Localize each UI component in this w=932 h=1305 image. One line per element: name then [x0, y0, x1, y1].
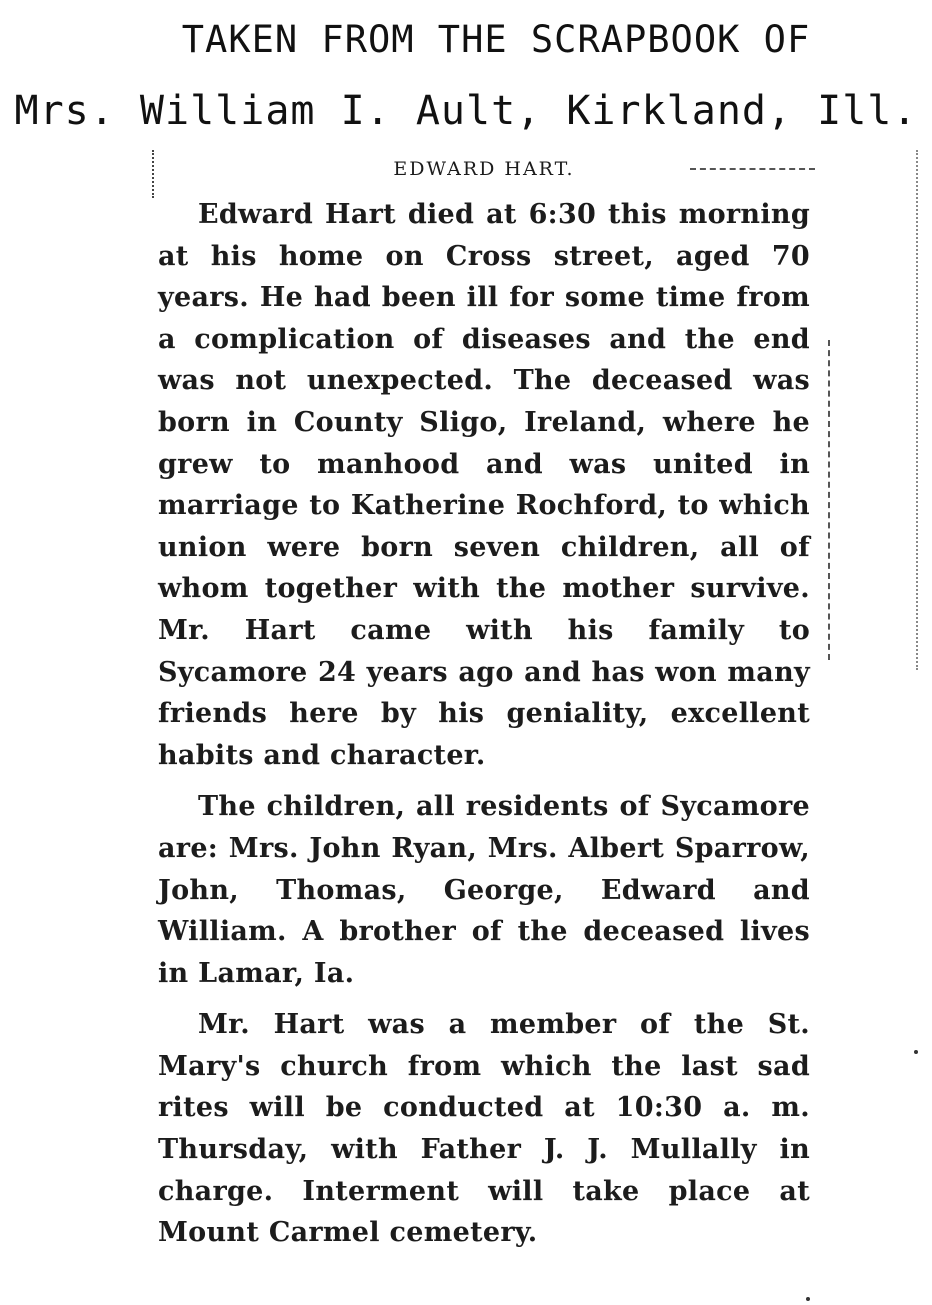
obituary-headline: EDWARD HART. [393, 158, 575, 180]
obituary-paragraph-1: Edward Hart died at 6:30 this morning at his home on Cross street, aged 70 years. He had been ill for some time from a complication of diseases and the end was not unexpected. The deceased was born in County Sligo, Ireland, where he grew to manhood and was united in marriage to Katherine Rochford, to which union were born seven children, all of whom together with the mother survive. Mr. Hart came with his family to Sycamore 24 years ago and has won many friends here by his geniality, excellent habits and character. [158, 199, 810, 771]
newspaper-clipping [158, 158, 810, 1264]
ink-speck [914, 1050, 918, 1054]
typed-header-line-1: TAKEN FROM THE SCRAPBOOK OF [181, 18, 811, 61]
ink-speck [806, 1297, 810, 1301]
typed-header-line-2: Mrs. William I. Ault, Kirkland, Ill. [14, 88, 918, 134]
clipping-edge-mark-middle [828, 340, 830, 660]
obituary-paragraph-2: The children, all residents of Sycamore are: Mrs. John Ryan, Mrs. Albert Sparrow, John, Thomas, George, Edward and William. A brother of the deceased lives in Lamar, Ia. [158, 791, 810, 989]
clipping-edge-mark-left [152, 150, 154, 198]
clipping-edge-mark-right [916, 150, 918, 670]
obituary-paragraph-3: Mr. Hart was a member of the St. Mary's church from which the last sad rites will be conducted at 10:30 a. m. Thursday, with Father J. J. Mullally in charge. Interment will take place at Mount Carmel cemetery. [158, 1009, 810, 1249]
